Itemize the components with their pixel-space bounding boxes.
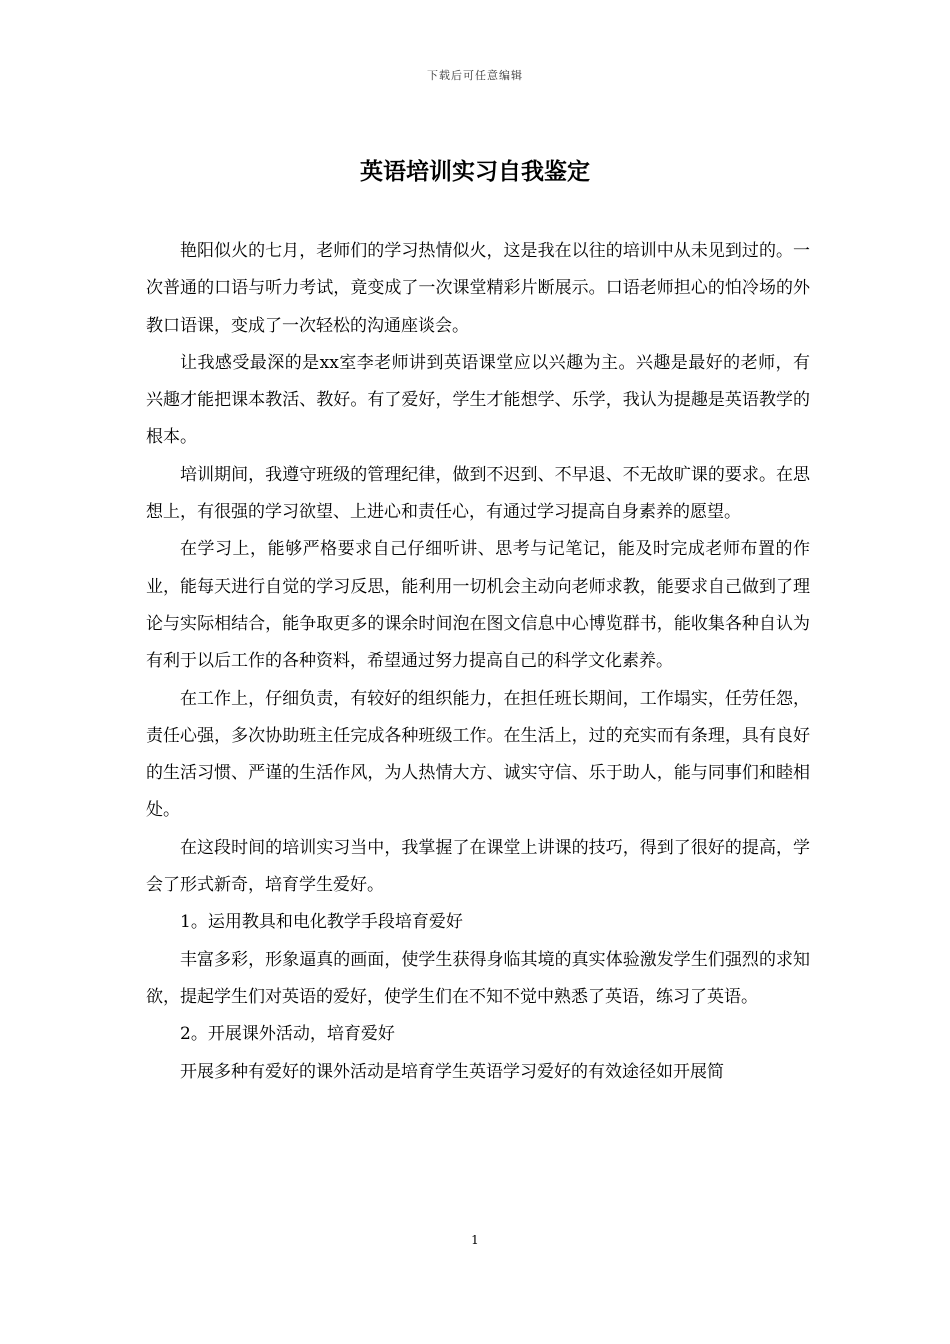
section-heading-2: 2。开展课外活动，培育爱好 (180, 1024, 395, 1045)
document-title: 英语培训实习自我鉴定 (360, 159, 590, 185)
page-header-note: 下载后可任意编辑 (427, 69, 523, 82)
paragraph-8: 开展多种有爱好的课外活动是培育学生英语学习爱好的有效途径如开展简 (180, 1061, 724, 1082)
paragraph-1: 艳阳似火的七月，老师们的学习热情似火，这是我在以往的培训中从未见到过的。一次普通的口语与听力考试，竟变成了一次课堂精彩片断展示。口语老师担心的怕冷场的外教口语课，变成了一次轻松的沟通座谈会。 (146, 241, 810, 336)
paragraph-5: 在工作上，仔细负责，有较好的组织能力，在担任班长期间，工作塌实，任劳任怨，责任心强，多次协助班主任完成各种班级工作。在生活上，过的充实而有条理，具有良好的生活习惯、严谨的生活作风，为人热情大方、诚实守信、乐于助人，能与同事们和睦相处。 (146, 688, 810, 821)
paragraph-7: 丰富多彩，形象逼真的画面，使学生获得身临其境的真实体验激发学生们强烈的求知欲，提起学生们对英语的爱好，使学生们在不知不觉中熟悉了英语，练习了英语。 (146, 949, 810, 1007)
section-heading-1: 1。运用教具和电化教学手段培育爱好 (180, 912, 463, 933)
paragraph-6: 在这段时间的培训实习当中，我掌握了在课堂上讲课的技巧，得到了很好的提高，学会了形式新奇，培育学生爱好。 (146, 837, 810, 896)
document-body (146, 233, 810, 1091)
paragraph-2: 让我感受最深的是xx室李老师讲到英语课堂应以兴趣为主。兴趣是最好的老师，有兴趣才能把课本教活、教好。有了爱好，学生才能想学、乐学，我认为提趣是英语教学的根本。 (146, 352, 810, 448)
paragraph-3: 培训期间，我遵守班级的管理纪律，做到不迟到、不早退、不无故旷课的要求。在思想上，有很强的学习欲望、上进心和责任心，有通过学习提高自身素养的愿望。 (146, 464, 810, 523)
paragraph-4: 在学习上，能够严格要求自己仔细听讲、思考与记笔记，能及时完成老师布置的作业，能每天进行自觉的学习反思，能利用一切机会主动向老师求教，能要求自己做到了理论与实际相结合，能争取更多的课余时间泡在图文信息中心博览群书，能收集各种自认为有利于以后工作的各种资料，希望通过努力提高自己的科学文化素养。 (146, 539, 810, 672)
page-number: 1 (471, 1233, 479, 1247)
